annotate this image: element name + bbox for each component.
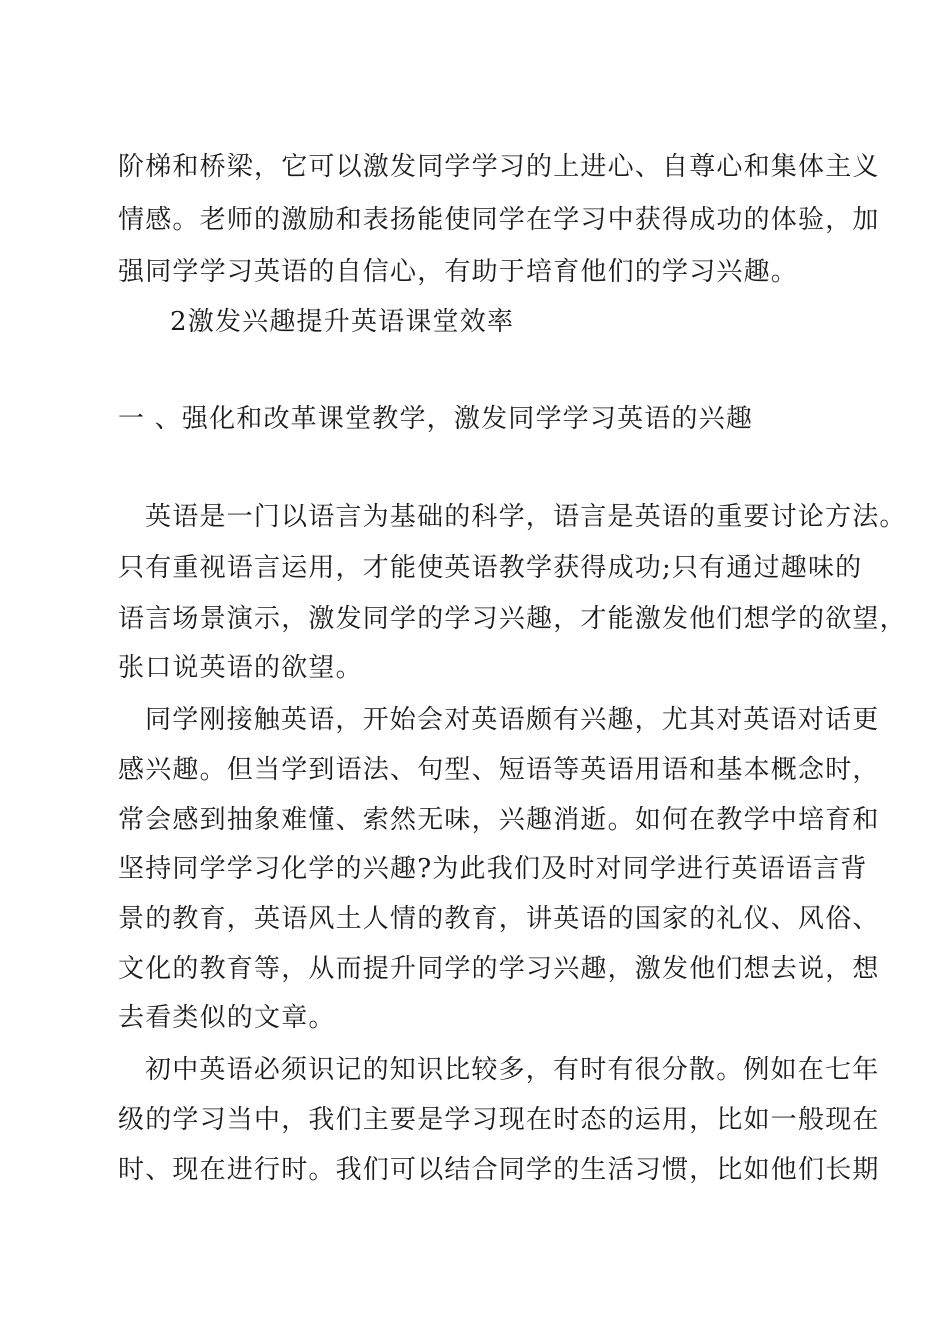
paragraph-line: 初中英语必须识记的知识比较多，有时有很分散。例如在七年	[145, 1055, 880, 1085]
paragraph-line: 级的学习当中，我们主要是学习现在时态的运用，比如一般现在	[118, 1105, 880, 1135]
text-line: 强同学学习英语的自信心，有助于培育他们的学习兴趣。	[118, 257, 799, 287]
text-line: 情感。老师的激励和表扬能使同学在学习中获得成功的体验，加	[118, 205, 880, 235]
paragraph-line: 语言场景演示，激发同学的学习兴趣，才能激发他们想学的欲望，	[118, 604, 907, 634]
paragraph-line: 坚持同学学习化学的兴趣?为此我们及时对同学进行英语语言背	[118, 854, 868, 884]
text-line: 阶梯和桥梁，它可以激发同学学习的上进心、自尊心和集体主义	[118, 152, 880, 182]
paragraph-line: 张口说英语的欲望。	[118, 653, 363, 683]
paragraph-line: 时、现在进行时。我们可以结合同学的生活习惯，比如他们长期	[118, 1155, 880, 1185]
paragraph-line: 感兴趣。但当学到语法、句型、短语等英语用语和基本概念时，	[118, 755, 880, 785]
paragraph-line: 常会感到抽象难懂、索然无味，兴趣消逝。如何在教学中培育和	[118, 805, 880, 835]
paragraph-line: 景的教育，英语风土人情的教育，讲英语的国家的礼仪、风俗、	[118, 904, 880, 934]
paragraph-line: 同学刚接触英语，开始会对英语颇有兴趣，尤其对英语对话更	[145, 705, 880, 735]
paragraph-line: 只有重视语言运用，才能使英语教学获得成功;只有通过趣味的	[118, 553, 863, 583]
paragraph-line: 文化的教育等，从而提升同学的学习兴趣，激发他们想去说，想	[118, 954, 880, 984]
paragraph-line: 去看类似的文章。	[118, 1003, 336, 1033]
paragraph-line: 英语是一门以语言为基础的科学，语言是英语的重要讨论方法。	[145, 502, 907, 532]
section-heading: 2激发兴趣提升英语课堂效率	[170, 307, 515, 337]
subsection-heading: 一 、强化和改革课堂教学，激发同学学习英语的兴趣	[118, 404, 754, 434]
